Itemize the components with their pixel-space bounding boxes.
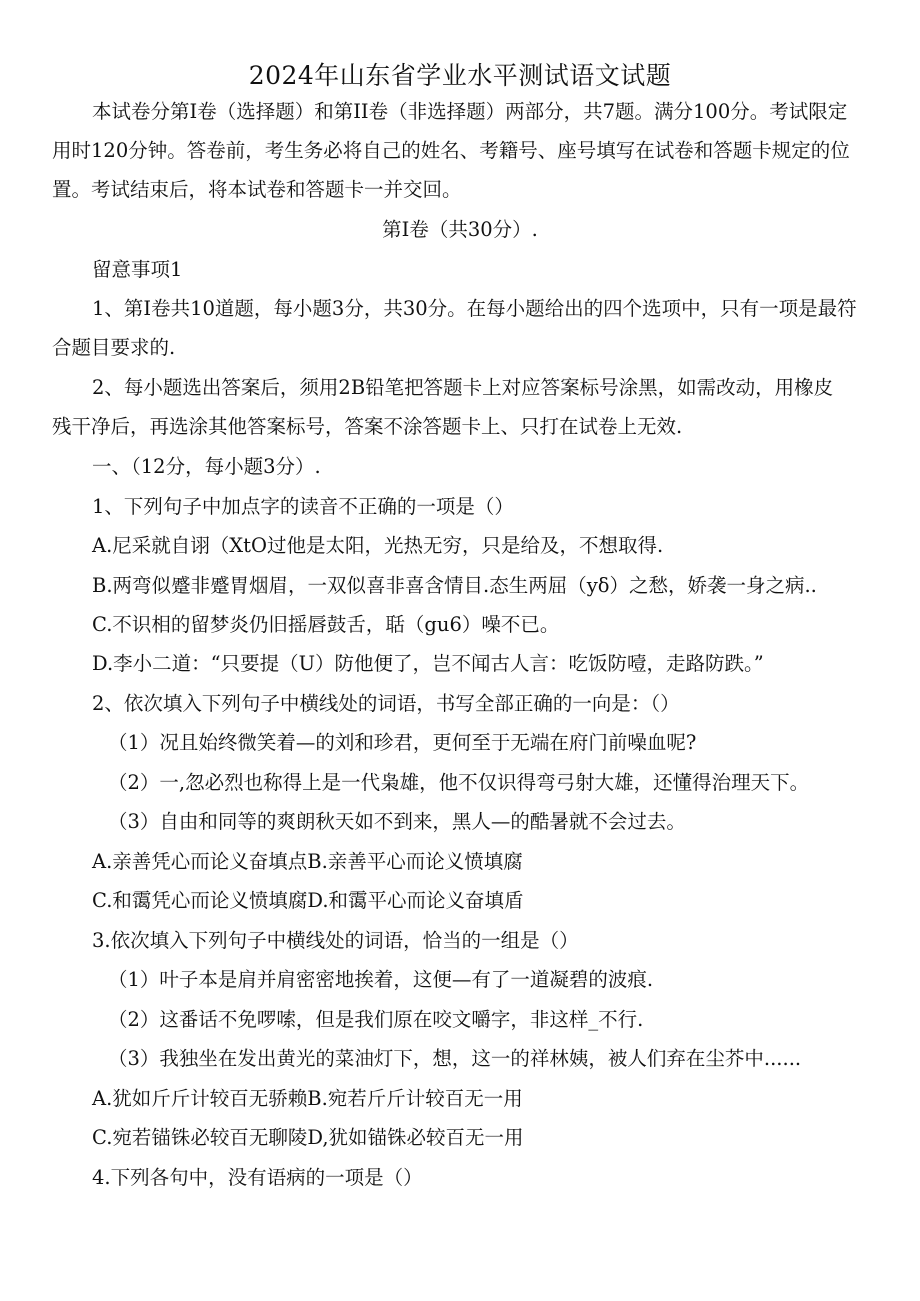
question-2-item-2: （2）一,忽必烈也称得上是一代枭雄，他不仅识得弯弓射大雄，还懂得治理天下。	[108, 771, 810, 794]
question-2-options-ab: A.亲善凭心而论义奋填点B.亲善平心而论义愤填腐	[92, 850, 523, 873]
question-1-option-c: C.不识相的留梦炎仍旧摇唇鼓舌，聒（gu6）噪不已。	[92, 613, 560, 636]
question-2-stem: 2、依次填入下列句子中横线处的词语，书写全部正确的一向是：（）	[92, 692, 680, 715]
question-1-option-b: B.两弯似蹙非蹙胃烟眉，一双似喜非喜含情目.态生两屈（yδ）之愁，娇袭一身之病..	[92, 574, 817, 597]
question-3-options-cd: C.宛若锚铢必较百无聊陵D,犹如锚铢必较百无一用	[92, 1126, 524, 1149]
question-3-options-ab: A.犹如斤斤计较百无骄赖B.宛若斤斤计较百无一用	[92, 1087, 523, 1110]
page-title: 2024年山东省学业水平测试语文试题	[248, 61, 672, 90]
note-1-line-1: 1、第I卷共10道题，每小题3分，共30分。在每小题给出的四个选项中，只有一项是最符	[92, 297, 857, 320]
intro-line-1: 本试卷分第I卷（选择题）和第II卷（非选择题）两部分，共7题。满分100分。考试限定	[92, 100, 848, 123]
question-3-item-1: （1）叶子本是肩并肩密密地挨着，这便—有了一道凝碧的波痕.	[108, 968, 654, 991]
intro-line-2: 用时120分钟。答卷前，考生务必将自己的姓名、考籍号、座号填写在试卷和答题卡规定的位	[52, 139, 850, 162]
question-2-item-1: （1）况且始终微笑着—的刘和珍君，更何至于无端在府门前噪血呢?	[108, 731, 697, 754]
note-2-line-1: 2、每小题选出答案后，须用2B铅笔把答题卡上对应答案标号涂黑，如需改动，用橡皮	[92, 376, 834, 399]
question-2-item-3: （3）自由和同等的爽朗秋天如不到来，黑人—的酷暑就不会过去。	[108, 810, 686, 833]
question-1-stem: 1、下列句子中加点字的读音不正确的一项是（）	[92, 495, 514, 518]
note-2-line-2: 残干净后，再选涂其他答案标号，答案不涂答题卡上、只打在试卷上无效.	[52, 415, 683, 438]
question-3-item-2: （2）这番话不免啰嗦，但是我们原在咬文嚼字，非这样_不行.	[108, 1008, 644, 1031]
question-3-stem: 3.依次填入下列句子中横线处的词语，恰当的一组是（）	[92, 929, 579, 952]
question-3-item-3: （3）我独坐在发出黄光的菜油灯下，想，这一的祥林姨，被人们弃在尘芥中......	[108, 1047, 802, 1070]
question-1-option-d: D.李小二道：“只要提（U）防他便了，岂不闻古人言：吃饭防噎，走路防跌。”	[92, 652, 764, 675]
section-heading: 第I卷（共30分）.	[382, 218, 538, 241]
question-2-options-cd: C.和霭凭心而论义愤填腐D.和霭平心而论义奋填盾	[92, 889, 524, 912]
question-1-option-a: A.尼采就自诩（XtO过他是太阳，光热无穷，只是给及，不想取得.	[92, 534, 664, 557]
notes-heading: 留意事项1	[92, 258, 183, 281]
note-1-line-2: 合题目要求的.	[52, 336, 176, 359]
question-4-stem: 4.下列各句中，没有语病的一项是（）	[92, 1166, 423, 1189]
intro-line-3: 置。考试结束后，将本试卷和答题卡一并交回。	[52, 178, 462, 201]
part-heading: 一、（12分，每小题3分）.	[92, 455, 321, 478]
